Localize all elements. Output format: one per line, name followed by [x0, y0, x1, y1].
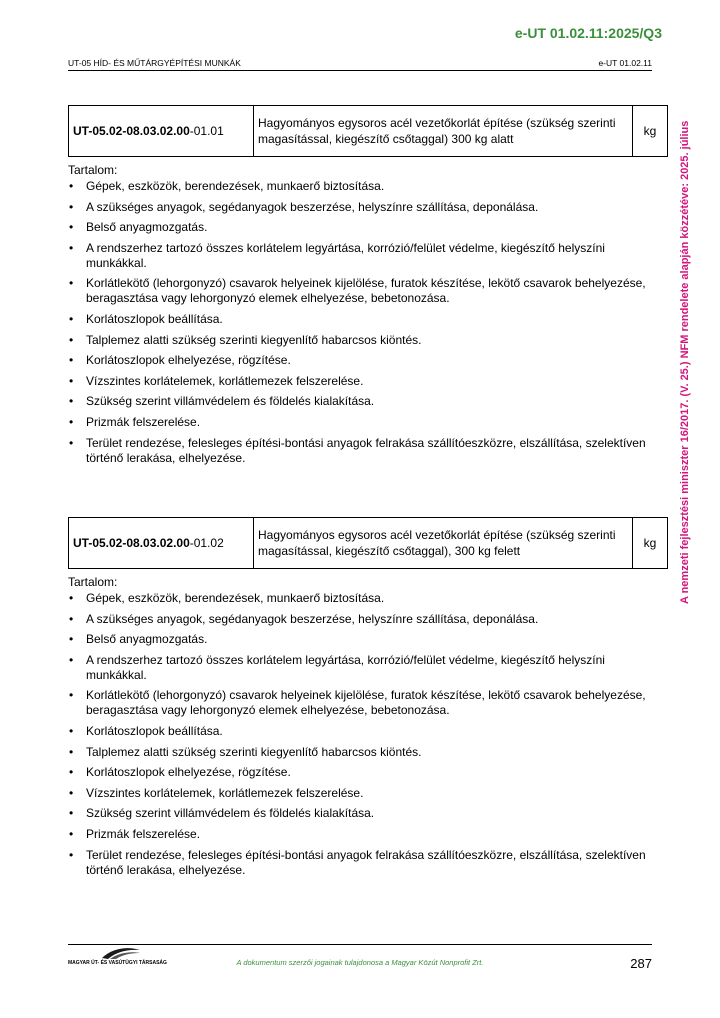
list-item-text: Belső anyagmozgatás.	[86, 632, 208, 647]
bullet-icon: •	[69, 276, 74, 291]
bullet-icon: •	[69, 199, 74, 214]
publication-note: A nemzeti fejlesztési miniszter 16/2017. (V. 25.) NFM rendelete alapján közzétéve: 2025. július	[679, 120, 691, 605]
list-item-text: Korlátoszlopok beállítása.	[86, 723, 223, 738]
bullet-icon: •	[69, 785, 74, 800]
bullet-icon: •	[69, 806, 74, 821]
bullet-icon: •	[69, 353, 74, 368]
list-item	[68, 653, 668, 683]
bullet-icon: •	[69, 688, 74, 703]
list-item-text: Gépek, eszközök, berendezések, munkaerő biztosítása.	[86, 179, 385, 193]
list-item	[68, 612, 668, 627]
item-header-table	[68, 105, 668, 157]
list-item-text: Korlátoszlopok elhelyezése, rögzítése.	[86, 353, 291, 368]
item-code	[69, 518, 254, 569]
list-item-text: Terület rendezése, felesleges építési-bontási anyagok felrakása szállítóeszközre, elszállítása, szelektíven történő lerakása, elhelyezése.	[86, 435, 646, 465]
list-item	[68, 220, 668, 235]
copyright-notice: A dokumentum szerzői jogainak tulajdonosa a Magyar Közút Nonprofit Zrt.	[236, 958, 484, 967]
bullet-icon: •	[69, 179, 74, 193]
bullet-icon: •	[69, 723, 74, 738]
list-item-text: Korlátlekötő (lehorgonyzó) csavarok helyeinek kijelölése, furatok készítése, lekötő csavarok behelyezése, beragasztása vagy lehorgonyzó elemek elhelyezése, bebetonozása.	[86, 688, 646, 718]
item-code-main: UT-05.02-08.03.02.00	[73, 536, 190, 550]
bullet-icon: •	[69, 744, 74, 759]
list-item	[68, 436, 668, 466]
list-item	[68, 806, 668, 821]
item-description: Hagyományos egysoros acél vezetőkorlát építése (szükség szerinti magasítással, kiegészítő csőtaggal) 300 kg alatt	[254, 106, 633, 157]
item-unit: kg	[633, 518, 668, 569]
header-rule	[68, 70, 652, 71]
item-code	[69, 106, 254, 157]
bullet-icon: •	[69, 435, 74, 450]
list-item	[68, 632, 668, 647]
list-item	[68, 827, 668, 842]
bullet-icon: •	[69, 373, 74, 388]
item-header-table	[68, 517, 668, 569]
list-item	[68, 848, 668, 878]
section-title: UT-05 HÍD- ÉS MŰTÁRGYÉPÍTÉSI MUNKÁK	[68, 58, 241, 68]
list-item-text: A szükséges anyagok, segédanyagok beszerzése, helyszínre szállítása, deponálása.	[86, 611, 539, 626]
list-item-text: Talplemez alatti szükség szerinti kiegyenlítő habarcsos kiöntés.	[86, 332, 422, 347]
list-item-text: Gépek, eszközök, berendezések, munkaerő biztosítása.	[86, 591, 385, 605]
page-number: 287	[630, 956, 652, 971]
list-item	[68, 591, 668, 606]
bullet-icon: •	[69, 632, 74, 647]
bullet-icon: •	[69, 652, 74, 667]
document-reference: e-UT 01.02.11	[598, 58, 652, 68]
list-item	[68, 374, 668, 389]
work-item	[68, 517, 668, 883]
list-item-text: Szükség szerint villámvédelem és földelés kialakítása.	[86, 394, 375, 409]
list-item-text: A rendszerhez tartozó összes korlátelem legyártása, korrózió/felület védelme, kiegészítő helyszíni munkákkal.	[86, 652, 605, 682]
list-item-text: Belső anyagmozgatás.	[86, 220, 208, 235]
list-item	[68, 688, 668, 718]
list-item	[68, 786, 668, 801]
list-item-text: Szükség szerint villámvédelem és földelés kialakítása.	[86, 806, 375, 821]
work-item	[68, 105, 668, 471]
content-label: Tartalom:	[68, 163, 118, 177]
list-item	[68, 394, 668, 409]
list-item-text: Korlátoszlopok beállítása.	[86, 311, 223, 326]
bullet-icon: •	[69, 332, 74, 347]
list-item	[68, 724, 668, 739]
item-description: Hagyományos egysoros acél vezetőkorlát építése (szükség szerinti magasítással, kiegészítő csőtaggal), 300 kg felett	[254, 518, 633, 569]
item-code-main: UT-05.02-08.03.02.00	[73, 124, 190, 138]
footer-rule	[68, 944, 652, 945]
list-item	[68, 765, 668, 780]
list-item-text: Prizmák felszerelése.	[86, 414, 201, 429]
bullet-icon: •	[69, 240, 74, 255]
bullet-icon: •	[69, 311, 74, 326]
list-item-text: Talplemez alatti szükség szerinti kiegyenlítő habarcsos kiöntés.	[86, 744, 422, 759]
list-item	[68, 241, 668, 271]
bullet-icon: •	[69, 394, 74, 409]
list-item	[68, 333, 668, 348]
item-code-suffix: -01.01	[189, 124, 224, 138]
content-list	[68, 179, 668, 466]
list-item-text: Vízszintes korlátelemek, korlátlemezek felszerelése.	[86, 785, 364, 800]
logo-text: MAGYAR ÚT- ÉS VASÚTÜGYI TÁRSASÁG	[68, 960, 167, 966]
bullet-icon: •	[69, 765, 74, 780]
bullet-icon: •	[69, 220, 74, 235]
bullet-icon: •	[69, 611, 74, 626]
running-header	[68, 58, 652, 68]
bullet-icon: •	[69, 826, 74, 841]
list-item	[68, 200, 668, 215]
list-item-text: Korlátoszlopok elhelyezése, rögzítése.	[86, 765, 291, 780]
list-item-text: A rendszerhez tartozó összes korlátelem legyártása, korrózió/felület védelme, kiegészítő helyszíni munkákkal.	[86, 240, 605, 270]
list-item-text: Vízszintes korlátelemek, korlátlemezek felszerelése.	[86, 373, 364, 388]
list-item	[68, 353, 668, 368]
content-list	[68, 591, 668, 878]
list-item-text: Korlátlekötő (lehorgonyzó) csavarok helyeinek kijelölése, furatok készítése, lekötő csavarok behelyezése, beragasztása vagy lehorgonyzó elemek elhelyezése, bebetonozása.	[86, 276, 646, 306]
list-item-text: A szükséges anyagok, segédanyagok beszerzése, helyszínre szállítása, deponálása.	[86, 199, 539, 214]
item-code-suffix: -01.02	[189, 536, 224, 550]
list-item-text: Prizmák felszerelése.	[86, 826, 201, 841]
bullet-icon: •	[69, 414, 74, 429]
list-item	[68, 745, 668, 760]
list-item	[68, 179, 668, 194]
document-code: e-UT 01.02.11:2025/Q3	[514, 25, 662, 41]
item-unit: kg	[633, 106, 668, 157]
list-item	[68, 276, 668, 306]
list-item-text: Terület rendezése, felesleges építési-bontási anyagok felrakása szállítóeszközre, elszállítása, szelektíven történő lerakása, elhelyezése.	[86, 847, 646, 877]
list-item	[68, 415, 668, 430]
list-item	[68, 312, 668, 327]
bullet-icon: •	[69, 847, 74, 862]
content-label: Tartalom:	[68, 575, 118, 589]
bullet-icon: •	[69, 591, 74, 605]
